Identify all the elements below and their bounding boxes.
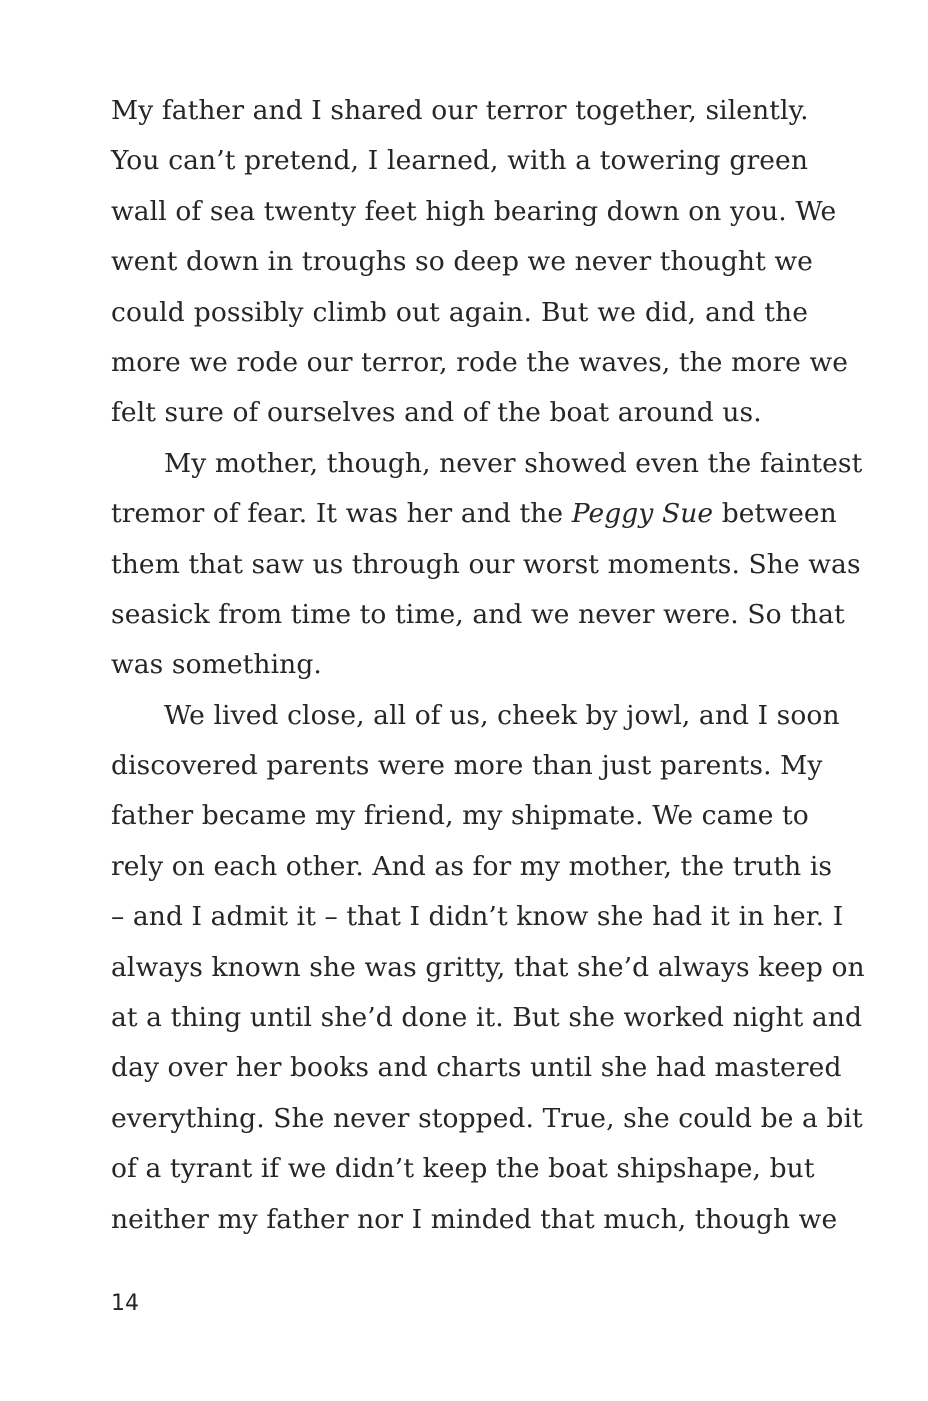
paragraph-1 [111,86,849,439]
text-line: them that saw us through our worst moments. She was [111,548,861,580]
text-line: You can’t pretend, I learned, with a towering green [111,145,808,177]
text-line: neither my father nor I minded that much, though we [111,1203,838,1235]
text-line: felt sure of ourselves and of the boat around us. [111,397,762,429]
text-line [111,489,837,539]
text-line: at a thing until she’d done it. But she worked night and [111,1002,863,1034]
text-line: father became my friend, my shipmate. We came to [111,800,809,832]
text-line: seasick from time to time, and we never were. So that [111,598,845,630]
text-line: My mother, though, never showed even the faintest [164,447,863,479]
text-line: discovered parents were more than just parents. My [111,750,823,782]
paragraph-2 [111,439,863,691]
text-line: wall of sea twenty feet high bearing down on you. We [111,195,837,227]
page-number: 14 [111,1291,139,1316]
text-line: We lived close, all of us, cheek by jowl, and I soon [164,699,840,731]
text-line: went down in troughs so deep we never thought we [111,246,813,278]
body-text [111,86,865,1245]
text-run: tremor of fear. It was her and the [111,498,572,530]
text-line: of a tyrant if we didn’t keep the boat shipshape, but [111,1153,815,1185]
text-line: could possibly climb out again. But we did, and the [111,296,808,328]
text-line: was something. [111,649,322,681]
text-line: everything. She never stopped. True, she could be a bit [111,1102,863,1134]
boat-name: Peggy Sue [571,498,714,530]
text-line: more we rode our terror, rode the waves, the more we [111,346,849,378]
paragraph-3 [111,691,865,1245]
text-line: My father and I shared our terror together, silently. [111,95,809,126]
text-line: always known she was gritty, that she’d always keep on [111,951,865,983]
text-line: day over her books and charts until she had mastered [111,1052,842,1084]
text-line: – and I admit it – that I didn’t know she had it in her. I [111,901,844,933]
text-line: rely on each other. And as for my mother, the truth is [111,850,833,882]
text-run: between [713,498,837,530]
